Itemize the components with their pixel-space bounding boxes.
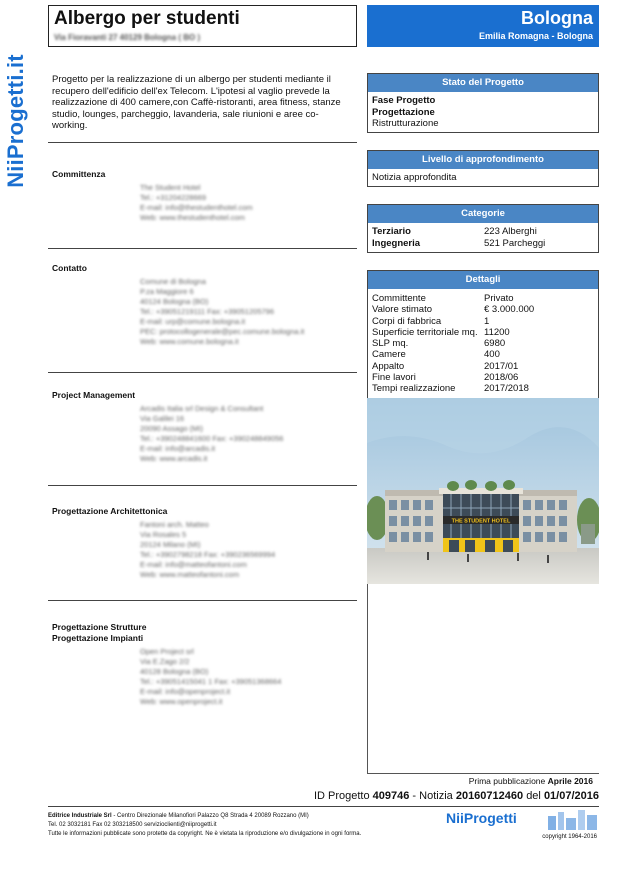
footer-address: - Centro Direzionale Milanofiori Palazzo Q8 Strada 4 20089 Rozzano (MI)	[111, 813, 309, 819]
contact-line: 20124 Milano (MI)	[140, 540, 201, 549]
category-key: Ingegneria	[372, 237, 421, 249]
location-box	[367, 5, 599, 47]
building-render	[367, 398, 599, 584]
contact-line: Web: www.matteofantoni.com	[140, 570, 240, 579]
contact-line: E-mail: info@matteofantoni.com	[140, 560, 247, 569]
contact-committenza	[52, 169, 354, 223]
detail-value: 2017/01	[484, 360, 519, 372]
detail-row	[372, 349, 594, 360]
first-publication-label: Prima pubblicazione	[468, 776, 546, 786]
contact-line: Via E.Zago 2/2	[140, 657, 190, 666]
contact-role: Contatto	[52, 263, 87, 273]
detail-key: Fine lavori	[372, 372, 416, 384]
detail-key: SLP mq.	[372, 338, 409, 350]
panel-dettagli	[367, 270, 599, 410]
contact-details	[140, 520, 354, 580]
side-logo-text: NiiProgetti.it	[3, 54, 28, 188]
panel-header: Livello di approfondimento	[368, 151, 598, 169]
contact-line: The Student Hotel	[140, 183, 201, 192]
footer-divider	[48, 806, 599, 807]
detail-row	[372, 338, 594, 349]
detail-key: Valore stimato	[372, 304, 433, 316]
stato-fase-label: Fase Progetto	[372, 95, 436, 106]
contact-line: 40128 Bologna (BO)	[140, 667, 209, 676]
panel-header: Dettagli	[368, 271, 598, 289]
category-value: 521 Parcheggi	[484, 237, 546, 249]
project-title: Albergo per studenti	[54, 8, 240, 29]
stato-tipo: Ristrutturazione	[372, 118, 439, 130]
contact-line: Open Project srl	[140, 647, 194, 656]
panel-livello	[367, 150, 599, 187]
category-row	[372, 238, 594, 250]
detail-key: Tempi realizzazione	[372, 383, 456, 395]
contact-line: Comune di Bologna	[140, 277, 206, 286]
contact-line: E-mail: info@arcadis.it	[140, 444, 216, 453]
stato-fase-value: Progettazione	[372, 106, 435, 118]
side-logo	[4, 6, 28, 236]
contact-line: E-mail: info@thestudenthotel.com	[140, 203, 253, 212]
panel-stato	[367, 73, 599, 133]
panel-header: Stato del Progetto	[368, 74, 598, 92]
panel-body	[368, 289, 598, 398]
project-description: Progetto per la realizzazione di un albergo per studenti mediante il recupero dell'edificio dell'ex Telecom. L'ipotesi al vaglio prevede la realizzazione di 400 camere,con Caffè-ristoranti, area fitness, stanze studio, lounges, parcheggio, lavanderia, sale riunioni e aree co-working.	[52, 74, 341, 132]
contact-details	[140, 277, 354, 347]
project-id: 409746	[372, 790, 410, 802]
detail-key: Committente	[372, 293, 426, 304]
detail-row	[372, 327, 594, 338]
contact-line: P.za Maggiore 6	[140, 287, 194, 296]
detail-key: Superficie territoriale mq.	[372, 326, 478, 338]
footer-info	[48, 812, 448, 839]
contact-line: Web: www.openproject.it	[140, 697, 223, 706]
contact-line: E-mail: urp@comune.bologna.it	[140, 317, 246, 326]
contact-line: Web: www.comune.bologna.it	[140, 337, 239, 346]
detail-row	[372, 304, 594, 315]
detail-value: 11200	[484, 326, 510, 338]
location-city: Bologna	[521, 8, 593, 28]
contact-role: Project Management	[52, 390, 136, 400]
project-image	[367, 398, 599, 584]
contact-role: Progettazione Architettonica	[52, 506, 168, 516]
contact-line: Tel.: +3902798218 Fax: +390236569994	[140, 550, 276, 559]
detail-row	[372, 316, 594, 327]
divider	[48, 600, 357, 601]
notizia-label: - Notizia	[412, 790, 453, 802]
contact-role-secondary: Progettazione Impianti	[52, 633, 144, 643]
contact-role: Committenza	[52, 169, 106, 179]
divider	[48, 485, 357, 486]
first-publication-value: Aprile 2016	[547, 776, 593, 786]
footer-brand: NiiProgetti	[446, 810, 517, 826]
contact-line: Arcadis Italia srl Design & Consultant	[140, 404, 264, 413]
divider	[48, 142, 357, 143]
detail-value: 2018/06	[484, 372, 519, 384]
contact-line: Via Rosales 5	[140, 530, 187, 539]
detail-key: Appalto	[372, 360, 405, 372]
contact-line: Web: www.arcadis.it	[140, 454, 208, 463]
contact-progettazione-strutture	[52, 622, 354, 707]
panel-body: Notizia approfondita	[372, 172, 457, 183]
hotel-sign: THE STUDENT HOTEL	[451, 518, 511, 525]
project-id-line	[300, 790, 599, 802]
contact-line: PEC: protocollogenerale@pec.comune.bologna.it	[140, 327, 305, 336]
panel-body	[368, 223, 598, 252]
contact-line: Via Galilei 16	[140, 414, 185, 423]
footer-logo	[446, 808, 600, 830]
notizia-date: 01/07/2016	[543, 790, 599, 802]
detail-value: 400	[484, 349, 500, 361]
panel-header: Categorie	[368, 205, 598, 223]
contact-details	[140, 183, 354, 223]
detail-row	[372, 383, 594, 394]
contact-project-management	[52, 390, 354, 464]
contact-details	[140, 647, 354, 707]
category-row	[372, 226, 594, 238]
contact-line: 20090 Assago (MI)	[140, 424, 203, 433]
location-region: Emilia Romagna - Bologna	[478, 31, 593, 41]
first-publication	[367, 776, 593, 786]
contact-line: Tel.: +31204228669	[140, 193, 207, 202]
detail-row	[372, 372, 594, 383]
image-frame	[367, 584, 599, 774]
detail-key: Camere	[372, 349, 406, 361]
panel-categorie	[367, 204, 599, 253]
footer-notice: Tutte le informazioni pubblicate sono protette da copyright. Ne è vietata la riproduzione e/o divulgazione in ogni forma.	[48, 831, 362, 837]
detail-value: 1	[484, 315, 490, 327]
divider	[48, 248, 357, 249]
detail-value: 2017/2018	[484, 383, 529, 395]
detail-key: Corpi di fabbrica	[372, 315, 442, 327]
divider	[48, 372, 357, 373]
contact-line: Tel.: +39051219111 Fax: +39051205796	[140, 307, 275, 316]
category-key: Terziario	[372, 226, 411, 237]
footer-contacts: Tel. 02 3032181 Fax 02 303218500 servizioclienti@niiprogetti.it	[48, 822, 217, 828]
skyline-icon	[546, 808, 600, 830]
contact-line: Tel.: +390248841600 Fax: +390248849056	[140, 434, 284, 443]
title-box	[48, 5, 357, 47]
category-value: 223 Alberghi	[484, 226, 537, 237]
panel-body	[368, 92, 598, 133]
contact-line: Web: www.thestudenthotel.com	[140, 213, 245, 222]
detail-value: 6980	[484, 338, 506, 350]
contact-contatto	[52, 263, 354, 347]
contact-details	[140, 404, 354, 464]
contact-line: E-mail: info@openproject.it	[140, 687, 231, 696]
contact-role: Progettazione Strutture	[52, 622, 147, 632]
contact-line: Tel.: +39051415041 1 Fax: +39051368664	[140, 677, 282, 686]
detail-row	[372, 293, 594, 304]
detail-value: € 3.000.000	[484, 304, 535, 316]
project-id-label: ID Progetto	[313, 790, 370, 802]
notizia-id: 20160712460	[455, 790, 524, 802]
contact-line: Fantoni arch. Matteo	[140, 520, 209, 529]
footer-company: Editrice Industriale Srl	[48, 813, 112, 819]
detail-row	[372, 361, 594, 372]
date-label: del	[526, 790, 541, 802]
contact-progettazione-architettonica	[52, 506, 354, 580]
detail-value: Privato	[484, 293, 514, 304]
copyright: copyright 1964-2016	[542, 834, 597, 840]
footer-company-line	[48, 812, 448, 821]
project-address: Via Fioravanti 27 40129 Bologna ( BO )	[54, 33, 201, 42]
contact-line: 40124 Bologna (BO)	[140, 297, 209, 306]
